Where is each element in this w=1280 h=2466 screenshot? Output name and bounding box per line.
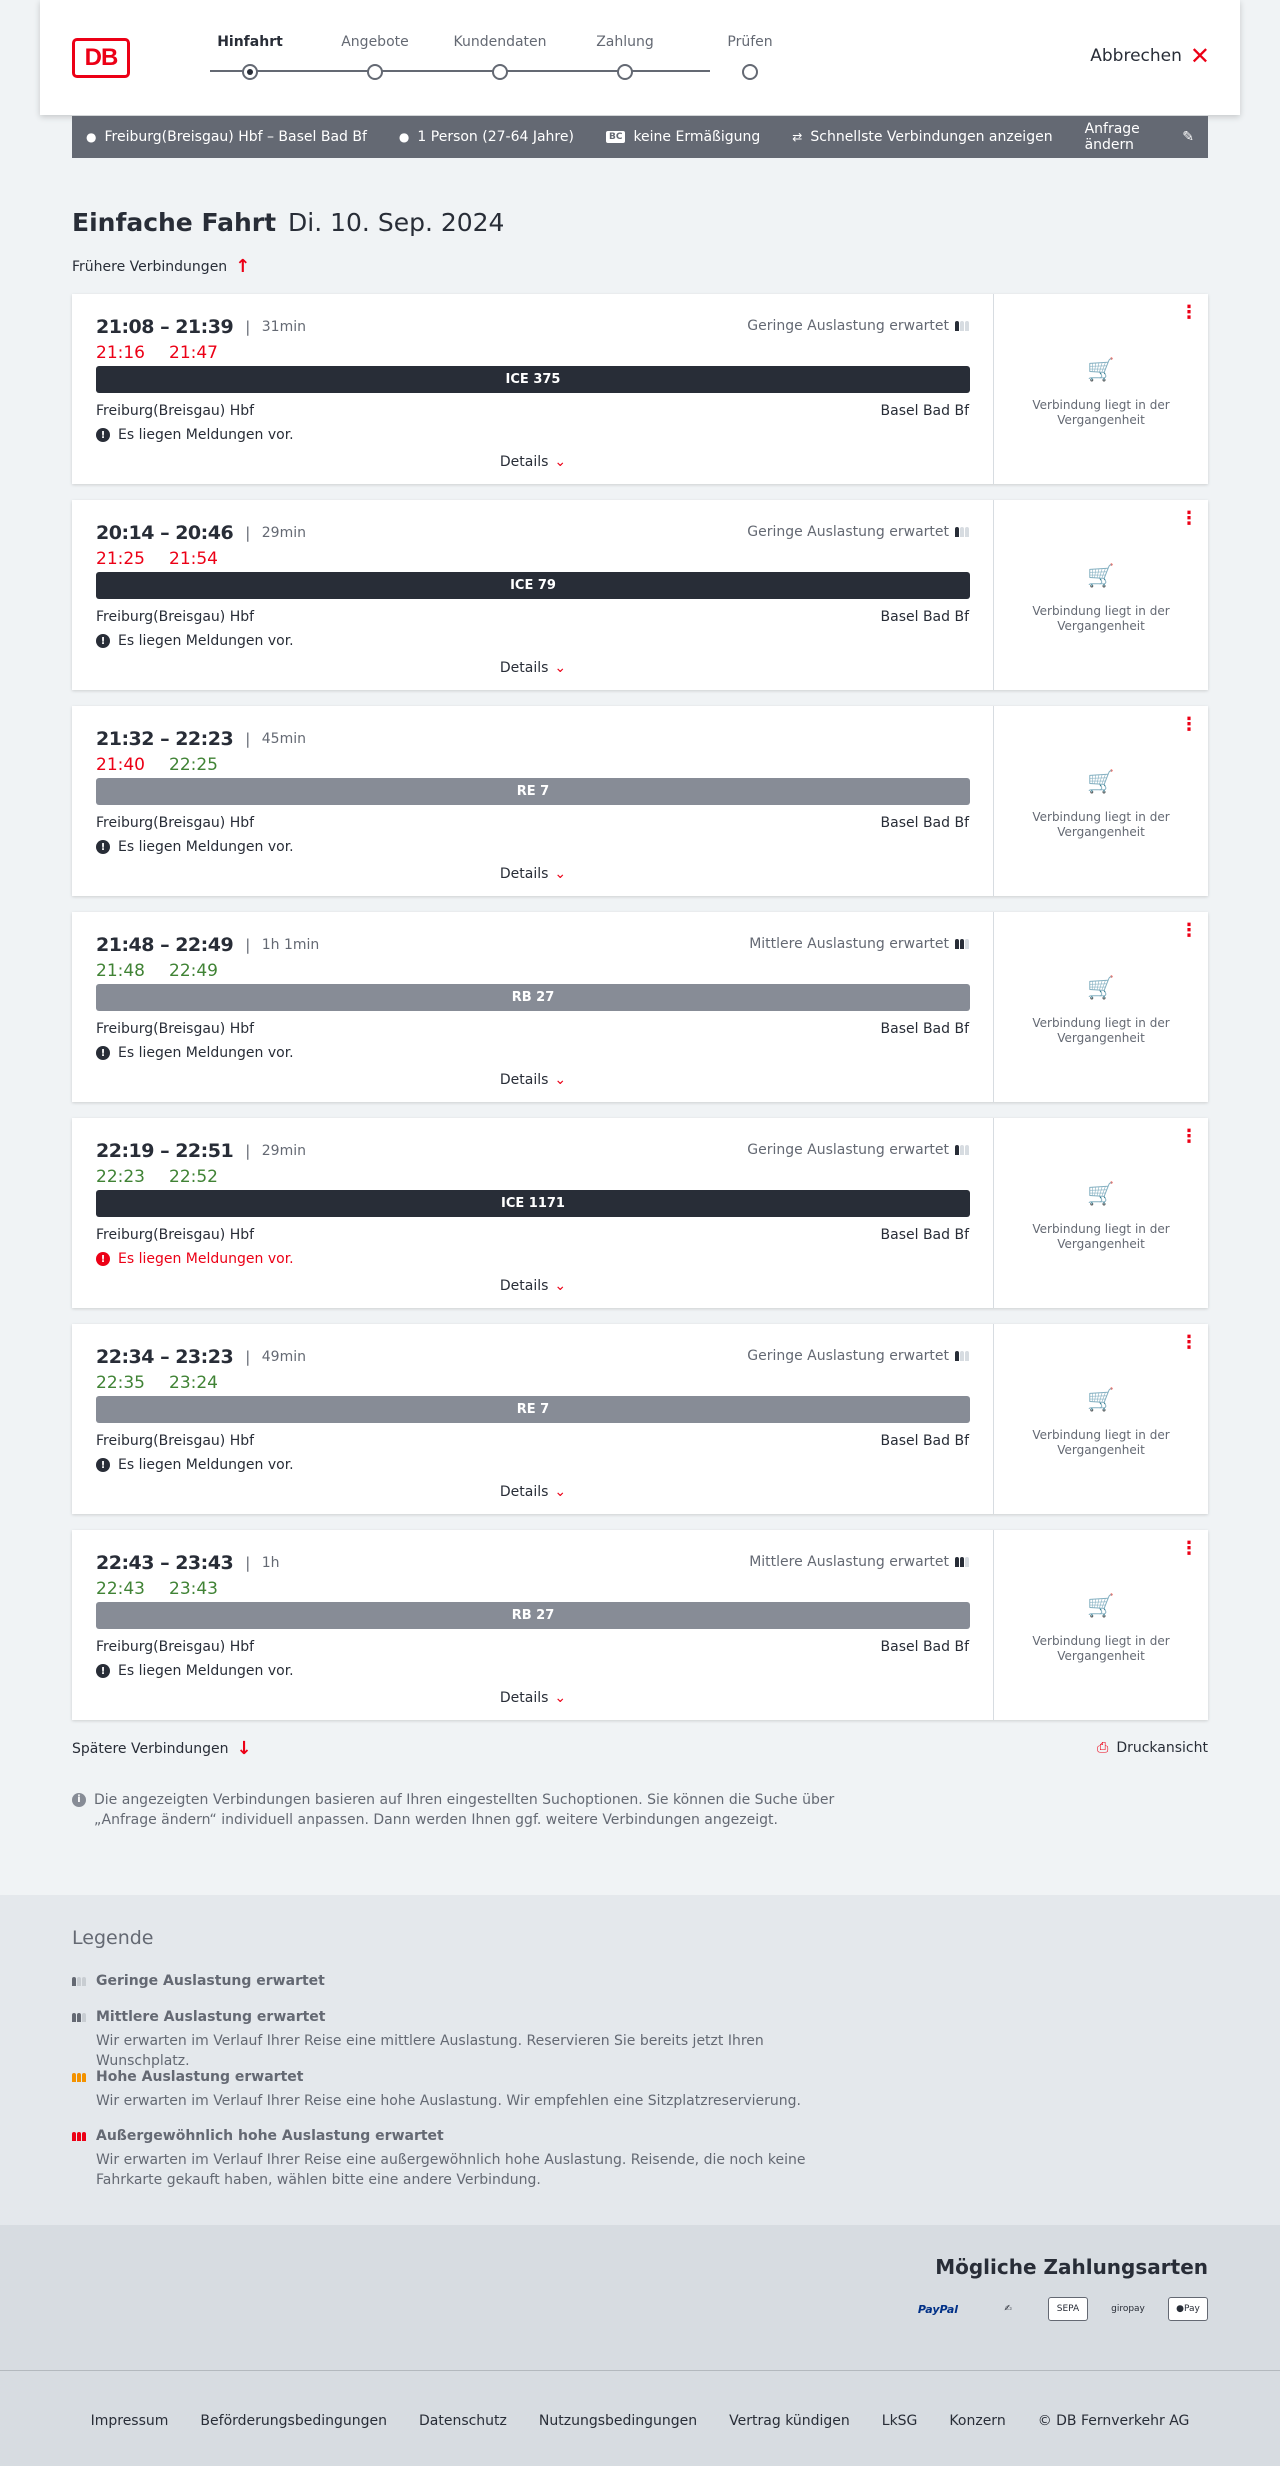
footer-link-konzern[interactable]: Konzern xyxy=(949,2413,1006,2429)
search-summary-bar xyxy=(72,116,1208,158)
connection-times xyxy=(96,522,306,544)
connection-card xyxy=(72,1324,1208,1514)
apple-pay-icon xyxy=(1168,2297,1208,2321)
occupancy-info xyxy=(747,524,969,540)
train-bar: ICE 79 xyxy=(96,572,970,599)
train-bar: ICE 1171 xyxy=(96,1190,970,1217)
legend-title: Legende xyxy=(72,1927,154,1949)
trip-type: Einfache Fahrt xyxy=(72,208,277,237)
alert-icon: ! xyxy=(96,1046,110,1060)
occupancy-label: Geringe Auslastung erwartet xyxy=(747,1142,949,1158)
alert-icon: ! xyxy=(96,1458,110,1472)
step-angebote: Angebote xyxy=(341,34,409,50)
past-connection-label: Verbindung liegt in der Vergangenheit xyxy=(1032,1634,1170,1663)
invoice-hand-icon: ✍ xyxy=(1004,2304,1012,2314)
planned-times: 20:14 – 20:46 xyxy=(96,522,234,544)
occupancy-info xyxy=(749,936,969,952)
realtime-arrival: 22:25 xyxy=(169,755,218,775)
past-connection-label: Verbindung liegt in der Vergangenheit xyxy=(1032,1016,1170,1045)
chevron-down-icon: ⌄ xyxy=(554,660,567,676)
shopping-cart-icon: 🛒 xyxy=(1087,1388,1115,1413)
occupancy-info xyxy=(747,1348,969,1364)
connection-details-panel[interactable] xyxy=(72,294,994,484)
shopping-cart-icon: 🛒 xyxy=(1087,564,1115,589)
more-options-icon[interactable]: ⋮ xyxy=(1180,714,1198,735)
details-label: Details xyxy=(499,1278,549,1294)
more-options-icon[interactable]: ⋮ xyxy=(1180,920,1198,941)
details-toggle[interactable] xyxy=(72,1484,994,1500)
connection-details-panel[interactable] xyxy=(72,500,994,690)
notice-text: Es liegen Meldungen vor. xyxy=(118,1251,294,1267)
departure-station: Freiburg(Breisgau) Hbf xyxy=(96,403,255,419)
details-label: Details xyxy=(499,1690,549,1706)
discount-summary xyxy=(606,129,760,145)
legend-item-extreme xyxy=(72,2128,852,2190)
more-options-icon[interactable]: ⋮ xyxy=(1180,302,1198,323)
close-icon: ✕ xyxy=(1189,42,1210,70)
shopping-cart-icon: 🛒 xyxy=(1087,358,1115,383)
arrival-station: Basel Bad Bf xyxy=(880,815,969,831)
departure-station: Freiburg(Breisgau) Hbf xyxy=(96,1433,255,1449)
step-zahlung: Zahlung xyxy=(596,34,654,50)
payment-section xyxy=(0,2225,1280,2370)
realtime-times xyxy=(96,549,218,569)
paypal-icon: PayPal xyxy=(917,2302,959,2316)
connection-card xyxy=(72,1118,1208,1308)
legend-item-medium-title: Mittlere Auslastung erwartet xyxy=(96,2009,326,2025)
legend-item-low-title: Geringe Auslastung erwartet xyxy=(96,1973,325,1989)
arrival-station: Basel Bad Bf xyxy=(880,1433,969,1449)
legend-item-extreme-desc: Wir erwarten im Verlauf Ihrer Reise eine außergewöhnlich hohe Auslastung. Reisende, die noch keine Fahrkarte gekauft haben, wählen bitte eine andere Verbindung. xyxy=(96,2152,806,2188)
legend-item-high-title: Hohe Auslastung erwartet xyxy=(96,2069,304,2085)
discount-label: keine Ermäßigung xyxy=(633,129,761,145)
connection-details-panel[interactable] xyxy=(72,1118,994,1308)
footer-links xyxy=(0,2413,1280,2429)
connection-details-panel[interactable] xyxy=(72,1324,994,1514)
trip-date: Di. 10. Sep. 2024 xyxy=(288,208,505,237)
search-info-note xyxy=(72,1790,852,1830)
separator: | xyxy=(245,318,250,336)
printer-icon: ⎙ xyxy=(1097,1740,1109,1756)
fastest-summary xyxy=(792,129,1052,145)
details-toggle[interactable] xyxy=(72,660,994,676)
alert-icon: ! xyxy=(96,1252,110,1266)
connection-status-panel xyxy=(994,294,1208,484)
cancel-label: Abbrechen xyxy=(1090,46,1182,66)
step-dot-hinfahrt xyxy=(242,64,258,80)
occupancy-icon xyxy=(955,1557,969,1567)
planned-times: 22:34 – 23:23 xyxy=(96,1346,234,1368)
notice-message xyxy=(96,1251,294,1267)
step-kundendaten: Kundendaten xyxy=(453,34,547,50)
connection-status-panel xyxy=(994,500,1208,690)
realtime-times xyxy=(96,1579,218,1599)
print-view-link[interactable] xyxy=(1097,1740,1208,1756)
route-label: Freiburg(Breisgau) Hbf – Basel Bad Bf xyxy=(104,129,367,145)
later-connections-link[interactable] xyxy=(72,1738,252,1759)
more-options-icon[interactable]: ⋮ xyxy=(1180,508,1198,529)
connection-times xyxy=(96,1552,280,1574)
train-bar: RB 27 xyxy=(96,984,970,1011)
notice-message xyxy=(96,427,294,443)
legend-item-low xyxy=(72,1973,325,1989)
planned-times: 22:19 – 22:51 xyxy=(96,1140,234,1162)
realtime-departure: 21:25 xyxy=(96,549,145,569)
past-connection-label: Verbindung liegt in der Vergangenheit xyxy=(1032,810,1170,839)
planned-times: 21:48 – 22:49 xyxy=(96,934,234,956)
step-dot-pruefen xyxy=(742,64,758,80)
departure-station: Freiburg(Breisgau) Hbf xyxy=(96,609,255,625)
realtime-times xyxy=(96,343,218,363)
info-icon: i xyxy=(72,1793,86,1807)
route-summary xyxy=(86,129,367,145)
departure-station: Freiburg(Breisgau) Hbf xyxy=(96,1639,255,1655)
arrow-up-icon: ↑ xyxy=(235,256,251,277)
occupancy-label: Geringe Auslastung erwartet xyxy=(747,524,949,540)
past-connection-label: Verbindung liegt in der Vergangenheit xyxy=(1032,398,1170,427)
chevron-down-icon: ⌄ xyxy=(554,1484,567,1500)
apple-logo-icon: ● xyxy=(1176,2304,1184,2314)
connection-times xyxy=(96,316,306,338)
connection-status-panel xyxy=(994,1324,1208,1514)
connection-details-panel[interactable] xyxy=(72,1530,994,1720)
step-dot-kundendaten xyxy=(492,64,508,80)
notice-text: Es liegen Meldungen vor. xyxy=(118,1457,294,1473)
chevron-down-icon: ⌄ xyxy=(554,1278,567,1294)
past-connection-label: Verbindung liegt in der Vergangenheit xyxy=(1032,1222,1170,1251)
details-label: Details xyxy=(499,1484,549,1500)
connection-status-panel xyxy=(994,912,1208,1102)
cancel-button[interactable] xyxy=(1090,42,1210,70)
persons-summary xyxy=(399,129,574,145)
footer-link-nutzungsbedingungen[interactable]: Nutzungsbedingungen xyxy=(538,2413,698,2429)
duration: 1h xyxy=(261,1555,280,1571)
occupancy-icon xyxy=(955,939,969,949)
connection-card xyxy=(72,1530,1208,1720)
later-connections-label: Spätere Verbindungen xyxy=(72,1740,229,1757)
occupancy-label: Geringe Auslastung erwartet xyxy=(747,318,949,334)
occupancy-info xyxy=(747,1142,969,1158)
separator: | xyxy=(245,730,250,748)
notice-text: Es liegen Meldungen vor. xyxy=(118,1045,294,1061)
notice-text: Es liegen Meldungen vor. xyxy=(118,1663,294,1679)
shopping-cart-icon: 🛒 xyxy=(1087,1594,1115,1619)
db-logo[interactable]: DB xyxy=(72,38,130,78)
occupancy-label: Mittlere Auslastung erwartet xyxy=(749,936,949,952)
details-toggle[interactable] xyxy=(72,866,994,882)
more-options-icon[interactable]: ⋮ xyxy=(1180,1538,1198,1559)
legend-section xyxy=(0,1895,1280,2225)
arrival-station: Basel Bad Bf xyxy=(880,1021,969,1037)
realtime-departure: 21:16 xyxy=(96,343,145,363)
occupancy-info xyxy=(747,318,969,334)
earlier-connections-label: Frühere Verbindungen xyxy=(72,258,228,275)
realtime-times xyxy=(96,755,218,775)
occupancy-high-icon xyxy=(72,2073,88,2082)
notice-text: Es liegen Meldungen vor. xyxy=(118,839,294,855)
separator: | xyxy=(245,1142,250,1160)
separator: | xyxy=(245,936,250,954)
connection-card xyxy=(72,706,1208,896)
planned-times: 22:43 – 23:43 xyxy=(96,1552,234,1574)
more-options-icon[interactable]: ⋮ xyxy=(1180,1126,1198,1147)
details-toggle[interactable] xyxy=(72,454,994,470)
duration: 29min xyxy=(261,525,306,541)
shopping-cart-icon: 🛒 xyxy=(1087,976,1115,1001)
occupancy-icon xyxy=(955,1145,969,1155)
alert-icon: ! xyxy=(96,634,110,648)
payment-title: Mögliche Zahlungsarten xyxy=(935,2255,1208,2279)
duration: 29min xyxy=(261,1143,306,1159)
details-label: Details xyxy=(499,866,549,882)
footer-link-befoerderungsbedingungen[interactable]: Beförderungsbedingungen xyxy=(200,2413,387,2429)
details-toggle[interactable] xyxy=(72,1690,994,1706)
realtime-departure: 22:23 xyxy=(96,1167,145,1187)
print-view-label: Druckansicht xyxy=(1116,1740,1208,1756)
departure-station: Freiburg(Breisgau) Hbf xyxy=(96,815,255,831)
occupancy-label: Mittlere Auslastung erwartet xyxy=(749,1554,949,1570)
duration: 31min xyxy=(261,319,306,335)
footer-copyright: © DB Fernverkehr AG xyxy=(1037,2413,1190,2429)
shopping-cart-icon: 🛒 xyxy=(1087,770,1115,795)
persons-label: 1 Person (27-64 Jahre) xyxy=(417,129,574,145)
occupancy-low-icon xyxy=(72,1977,88,1986)
connection-card xyxy=(72,912,1208,1102)
arrival-station: Basel Bad Bf xyxy=(880,609,969,625)
realtime-arrival: 23:43 xyxy=(169,1579,218,1599)
notice-message xyxy=(96,1045,294,1061)
realtime-arrival: 21:47 xyxy=(169,343,218,363)
legend-item-medium xyxy=(72,2009,852,2071)
more-options-icon[interactable]: ⋮ xyxy=(1180,1332,1198,1353)
bahncard-icon: BC xyxy=(606,131,625,143)
realtime-arrival: 21:54 xyxy=(169,549,218,569)
pencil-icon: ✎ xyxy=(1182,129,1194,145)
header xyxy=(40,0,1240,115)
payment-icons xyxy=(908,2297,1208,2321)
connection-status-panel xyxy=(994,1530,1208,1720)
separator: | xyxy=(245,524,250,542)
connection-times xyxy=(96,728,306,750)
connection-status-panel xyxy=(994,1118,1208,1308)
notice-text: Es liegen Meldungen vor. xyxy=(118,427,294,443)
alert-icon: ! xyxy=(96,1664,110,1678)
occupancy-extreme-icon xyxy=(72,2132,88,2141)
footer-link-lksg[interactable]: LkSG xyxy=(881,2413,918,2429)
train-bar: RE 7 xyxy=(96,1396,970,1423)
step-dot-zahlung xyxy=(617,64,633,80)
connection-times xyxy=(96,1140,306,1162)
separator: | xyxy=(245,1554,250,1572)
train-bar: ICE 375 xyxy=(96,366,970,393)
train-bar: RB 27 xyxy=(96,1602,970,1629)
chevron-down-icon: ⌄ xyxy=(554,1690,567,1706)
footer-link-vertrag-kuendigen[interactable]: Vertrag kündigen xyxy=(729,2413,850,2429)
footer xyxy=(0,2370,1280,2466)
alert-icon: ! xyxy=(96,840,110,854)
location-pin-icon: ● xyxy=(86,130,97,144)
details-toggle[interactable] xyxy=(72,1278,994,1294)
realtime-departure: 21:40 xyxy=(96,755,145,775)
details-label: Details xyxy=(499,1072,549,1088)
planned-times: 21:08 – 21:39 xyxy=(96,316,234,338)
legend-item-high xyxy=(72,2069,852,2111)
realtime-times xyxy=(96,961,218,981)
fastest-label: Schnellste Verbindungen anzeigen xyxy=(810,129,1053,145)
realtime-times xyxy=(96,1167,218,1187)
change-request-label: Anfrage ändern xyxy=(1084,121,1140,153)
connection-status-panel xyxy=(994,706,1208,896)
search-info-text: Die angezeigten Verbindungen basieren auf Ihren eingestellten Suchoptionen. Sie können die Suche über „Anfrage ändern“ individuell anpassen. Dann werden Ihnen ggf. weitere Verbindungen angezeigt. xyxy=(94,1792,835,1828)
details-label: Details xyxy=(499,454,549,470)
separator: | xyxy=(245,1348,250,1366)
footer-link-datenschutz[interactable]: Datenschutz xyxy=(418,2413,507,2429)
realtime-times xyxy=(96,1373,218,1393)
change-request-button[interactable] xyxy=(1085,121,1194,153)
realtime-arrival: 22:52 xyxy=(169,1167,218,1187)
legend-item-high-desc: Wir erwarten im Verlauf Ihrer Reise eine hohe Auslastung. Wir empfehlen eine Sitzplatzreservierung. xyxy=(96,2093,801,2109)
giropay-icon: giropay xyxy=(1111,2304,1145,2314)
chevron-down-icon: ⌄ xyxy=(554,1072,567,1088)
duration: 1h 1min xyxy=(261,937,320,953)
notice-text: Es liegen Meldungen vor. xyxy=(118,633,294,649)
past-connection-label: Verbindung liegt in der Vergangenheit xyxy=(1032,1428,1170,1457)
apple-pay-label: Pay xyxy=(1183,2304,1200,2314)
occupancy-label: Geringe Auslastung erwartet xyxy=(747,1348,949,1364)
chevron-down-icon: ⌄ xyxy=(554,866,567,882)
notice-message xyxy=(96,1663,294,1679)
arrow-down-icon: ↓ xyxy=(236,1738,252,1759)
legend-item-extreme-title: Außergewöhnlich hohe Auslastung erwartet xyxy=(96,2128,444,2144)
swap-arrows-icon: ⇄ xyxy=(792,130,803,144)
connection-times xyxy=(96,1346,306,1368)
footer-link-impressum[interactable]: Impressum xyxy=(90,2413,169,2429)
duration: 45min xyxy=(261,731,306,747)
realtime-departure: 22:43 xyxy=(96,1579,145,1599)
person-icon: ● xyxy=(398,130,410,144)
notice-message xyxy=(96,633,294,649)
step-dot-angebote xyxy=(367,64,383,80)
notice-message xyxy=(96,839,294,855)
occupancy-icon xyxy=(955,527,969,537)
details-label: Details xyxy=(499,660,549,676)
occupancy-medium-icon xyxy=(72,2013,88,2022)
realtime-arrival: 22:49 xyxy=(169,961,218,981)
past-connection-label: Verbindung liegt in der Vergangenheit xyxy=(1032,604,1170,633)
occupancy-icon xyxy=(955,1351,969,1361)
alert-icon: ! xyxy=(96,428,110,442)
connection-details-panel[interactable] xyxy=(72,706,994,896)
departure-station: Freiburg(Breisgau) Hbf xyxy=(96,1227,255,1243)
arrival-station: Basel Bad Bf xyxy=(880,403,969,419)
occupancy-icon xyxy=(955,321,969,331)
connection-times xyxy=(96,934,319,956)
arrival-station: Basel Bad Bf xyxy=(880,1639,969,1655)
step-hinfahrt: Hinfahrt xyxy=(217,34,283,50)
occupancy-info xyxy=(749,1554,969,1570)
shopping-cart-icon: 🛒 xyxy=(1087,1182,1115,1207)
page-title xyxy=(72,208,504,237)
arrival-station: Basel Bad Bf xyxy=(880,1227,969,1243)
connection-card xyxy=(72,500,1208,690)
notice-message xyxy=(96,1457,294,1473)
legend-item-medium-desc: Wir erwarten im Verlauf Ihrer Reise eine mittlere Auslastung. Reservieren Sie bereits jetzt Ihren Wunschplatz. xyxy=(96,2033,764,2069)
chevron-down-icon: ⌄ xyxy=(554,454,567,470)
duration: 49min xyxy=(261,1349,306,1365)
realtime-departure: 22:35 xyxy=(96,1373,145,1393)
realtime-arrival: 23:24 xyxy=(169,1373,218,1393)
train-bar: RE 7 xyxy=(96,778,970,805)
step-pruefen: Prüfen xyxy=(727,34,773,50)
connection-details-panel[interactable] xyxy=(72,912,994,1102)
realtime-departure: 21:48 xyxy=(96,961,145,981)
sepa-icon: SEPA xyxy=(1048,2297,1088,2321)
earlier-connections-link[interactable] xyxy=(72,256,250,277)
progress-line xyxy=(210,70,710,72)
details-toggle[interactable] xyxy=(72,1072,994,1088)
connection-card xyxy=(72,294,1208,484)
planned-times: 21:32 – 22:23 xyxy=(96,728,234,750)
departure-station: Freiburg(Breisgau) Hbf xyxy=(96,1021,255,1037)
